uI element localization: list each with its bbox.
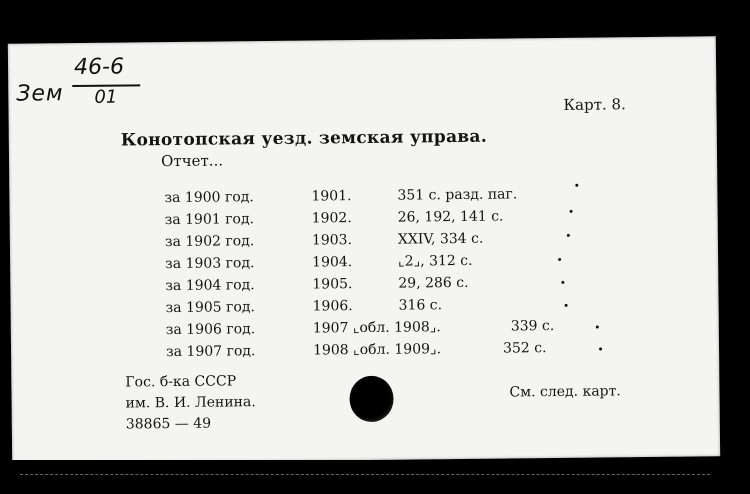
speck [565, 304, 568, 307]
speck [596, 326, 599, 329]
library-line-3: 38865 — 49 [125, 415, 212, 433]
row-period: за 1904 год. [165, 277, 255, 295]
row-year: 1903. [311, 232, 353, 249]
row-year: 1908 ⌞обл. 1909⌟. [312, 341, 442, 359]
card-number: Карт. 8. [563, 95, 626, 114]
library-line-2: им. В. И. Ленина. [125, 394, 256, 412]
row-pages: 339 с. [510, 318, 555, 335]
library-line-1: Гос. б-ка СССР [125, 373, 237, 391]
scan-bottom-edge [0, 460, 750, 494]
row-year: 1902. [311, 210, 352, 227]
row-pages: 316 с. [398, 297, 443, 314]
see-next-card: См. след. карт. [509, 383, 621, 401]
row-period: за 1901 год. [164, 211, 255, 229]
row-period: за 1905 год. [165, 299, 256, 317]
row-year: 1905. [312, 276, 353, 293]
speck [599, 348, 602, 351]
dashed-line [20, 474, 710, 475]
row-year: 1904. [312, 254, 353, 271]
row-year: 1906. [312, 298, 353, 315]
library-stamp [125, 371, 256, 435]
speck [567, 234, 570, 237]
row-period: за 1900 год. [164, 189, 254, 207]
speck [570, 210, 573, 213]
handwritten-prefix: Зем [16, 81, 64, 107]
row-period: за 1906 год. [165, 321, 256, 339]
speck [558, 258, 561, 261]
row-period: за 1903 год. [165, 255, 255, 273]
row-pages: 26, 192, 141 с. [397, 208, 504, 226]
row-pages: ⌞2⌟, 312 с. [398, 252, 473, 270]
row-year: 1901. [311, 188, 352, 205]
speck [561, 281, 564, 284]
row-pages: 351 с. разд. паг. [397, 186, 518, 204]
handwritten-denominator: 01 [94, 86, 118, 108]
row-period: за 1907 год. [165, 343, 256, 361]
row-year: 1907 ⌞обл. 1908⌟. [312, 319, 441, 337]
handwritten-numerator: 46-6 [73, 54, 125, 81]
row-period: за 1902 год. [164, 233, 255, 251]
card-title: Конотопская уезд. земская управа. [120, 126, 488, 151]
catalog-card [8, 36, 720, 463]
card-subtitle: Отчет... [160, 151, 224, 171]
speck [575, 184, 578, 187]
ink-blot [349, 376, 393, 422]
row-pages: 352 с. [502, 340, 547, 357]
row-pages: 29, 286 с. [398, 274, 469, 292]
row-pages: XXIV, 334 с. [397, 230, 484, 248]
